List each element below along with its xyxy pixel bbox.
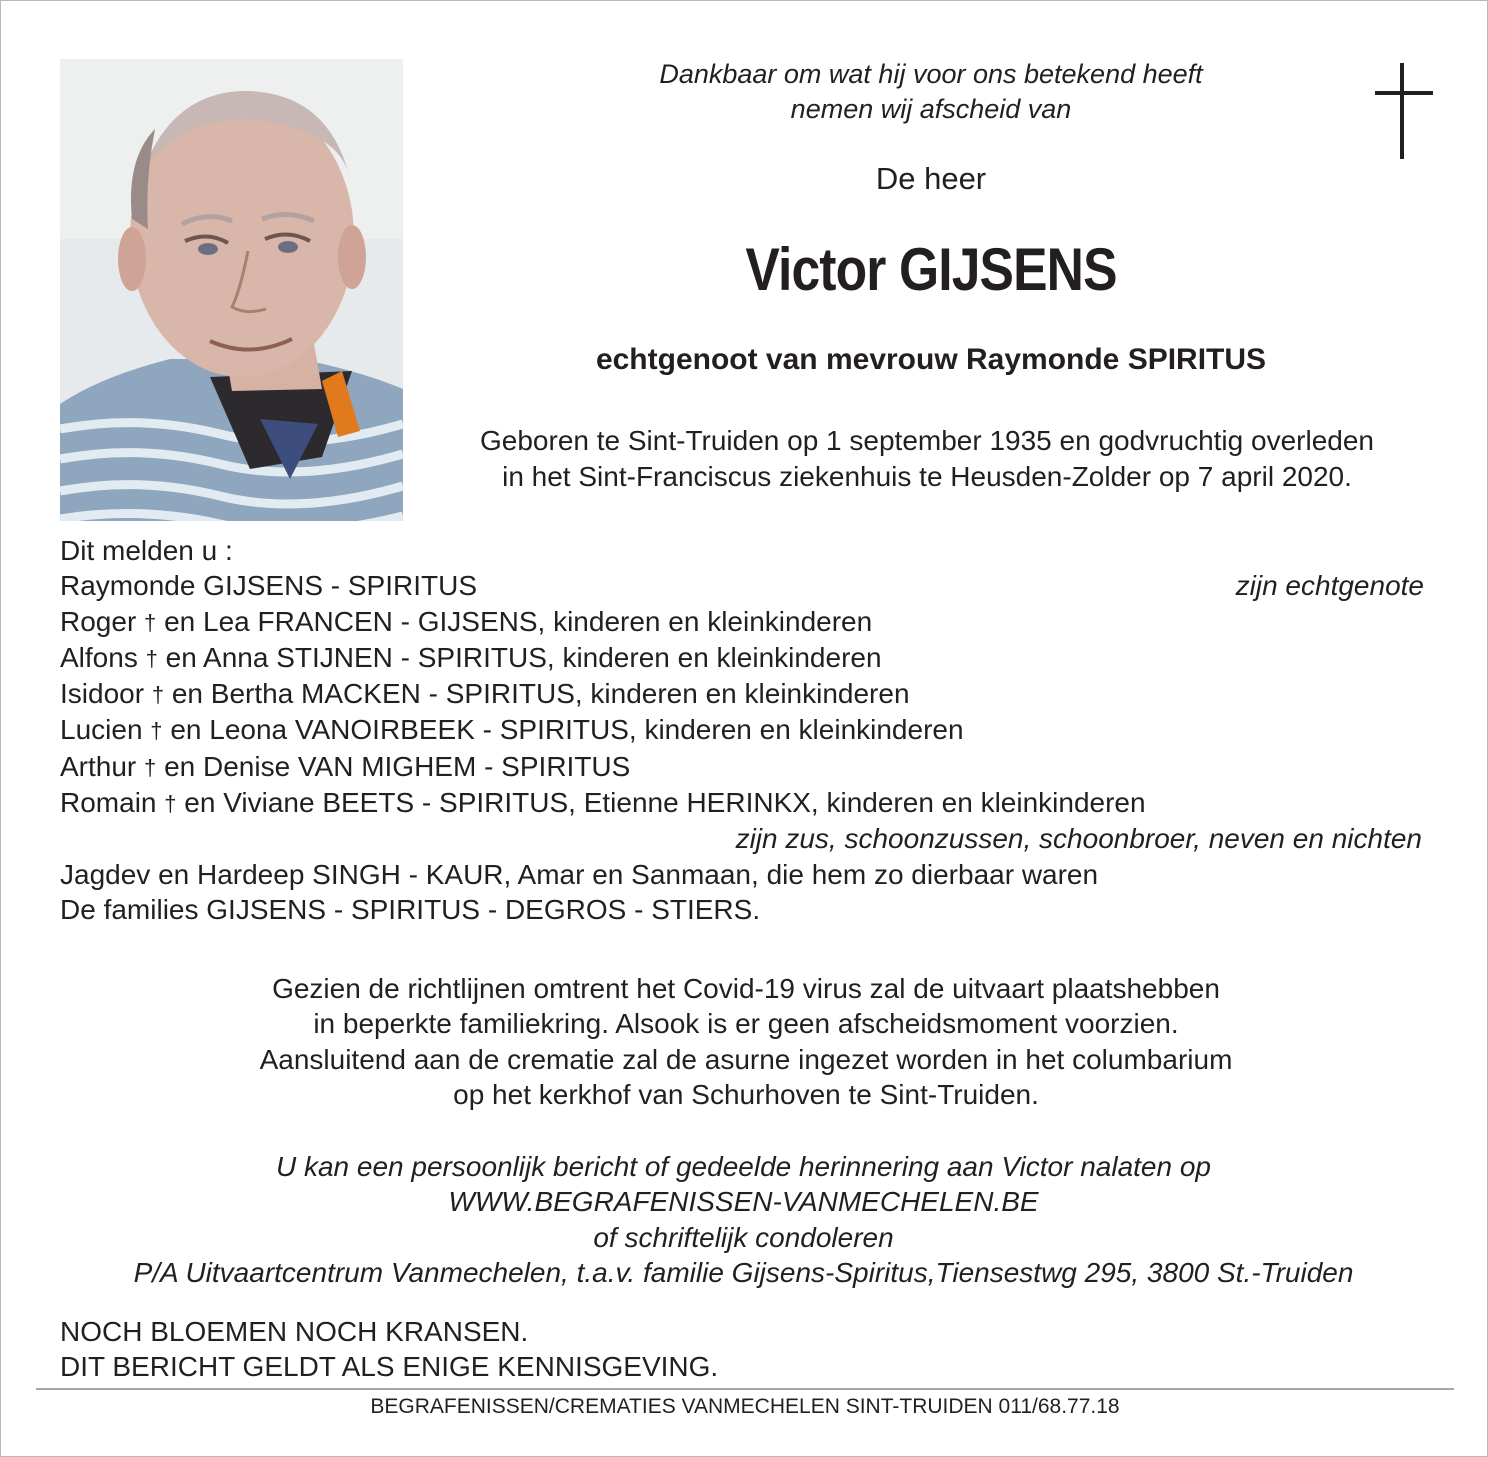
spouse-line: echtgenoot van mevrouw Raymonde SPIRITUS: [595, 343, 1267, 376]
sibling-first-name: Romain: [60, 787, 157, 819]
list-item: [60, 785, 1430, 821]
sibling-first-name: Isidoor: [60, 678, 145, 710]
intro-line: Dankbaar om wat hij voor ons betekend heeft: [659, 59, 1203, 89]
postal-address: P/A Uitvaartcentrum Vanmechelen, t.a.v. familie Gijsens-Spiritus,Tiensestwg 295, 3800 St.-Truiden: [133, 1256, 1354, 1288]
sibling-detail: en Anna STIJNEN - SPIRITUS, kinderen en kleinkinderen: [165, 641, 882, 673]
condolence-written: of schriftelijk condoleren: [593, 1221, 894, 1253]
covid-line: Aansluitend aan de crematie zal de asurne ingezet worden in het columbarium: [259, 1043, 1233, 1075]
families-line: De families GIJSENS - SPIRITUS - DEGROS - STIERS.: [60, 893, 761, 925]
deceased-name: Victor GIJSENS: [745, 236, 1117, 303]
dagger-icon: †: [144, 754, 157, 780]
spouse-role: zijn echtgenote: [1235, 570, 1424, 602]
sibling-first-name: Roger: [60, 605, 137, 637]
condolence-intro: U kan een persoonlijk bericht of gedeelde herinnering aan Victor nalaten op: [275, 1151, 1211, 1182]
mourners-list: [60, 533, 1430, 927]
closing-line: NOCH BLOEMEN NOCH KRANSEN.: [60, 1316, 529, 1347]
list-item: [60, 640, 1430, 676]
sibling-detail: en Lea FRANCEN - GIJSENS, kinderen en kleinkinderen: [164, 605, 873, 637]
list-item: [60, 676, 1430, 712]
list-item: [60, 712, 1430, 748]
list-item: [60, 749, 1430, 785]
portrait-photo: [60, 59, 403, 521]
siblings-role: zijn zus, schoonzussen, schoonbroer, neven en nichten: [735, 823, 1422, 855]
website-link[interactable]: WWW.BEGRAFENISSEN-VANMECHELEN.BE: [448, 1186, 1039, 1218]
divider: [36, 1388, 1454, 1390]
friends-line: Jagdev en Hardeep SINGH - KAUR, Amar en Sanmaan, die hem zo dierbaar waren: [60, 858, 1099, 890]
sibling-detail: en Bertha MACKEN - SPIRITUS, kinderen en kleinkinderen: [171, 678, 910, 710]
dagger-icon: †: [151, 682, 165, 708]
announced-by: Dit melden u :: [60, 535, 233, 566]
dagger-icon: †: [145, 645, 158, 671]
dagger-icon: †: [164, 791, 177, 817]
sibling-detail: en Leona VANOIRBEEK - SPIRITUS, kinderen en kleinkinderen: [170, 714, 964, 746]
closing-line: DIT BERICHT GELDT ALS ENIGE KENNISGEVING.: [60, 1351, 719, 1382]
intro-text: [431, 57, 1431, 127]
birth-line: Geboren te Sint-Truiden op 1 september 1935 en godvruchtig overleden: [480, 425, 1374, 456]
death-line: in het Sint-Franciscus ziekenhuis te Heusden-Zolder op 7 april 2020.: [502, 461, 1352, 492]
covid-line: Gezien de richtlijnen omtrent het Covid-19 virus zal de uitvaart plaatshebben: [272, 973, 1220, 1004]
dagger-icon: †: [150, 718, 163, 744]
birth-death-text: [421, 423, 1433, 495]
list-item: [60, 604, 1430, 640]
list-item: [60, 568, 1430, 603]
covid-notice: [61, 971, 1431, 1112]
sibling-first-name: Alfons: [60, 641, 138, 673]
funeral-home-footer: BEGRAFENISSEN/CREMATIES VANMECHELEN SINT-TRUIDEN 011/68.77.18: [370, 1395, 1120, 1418]
sibling-first-name: Lucien: [60, 714, 143, 746]
honorific: De heer: [875, 161, 987, 196]
spouse-name: Raymonde GIJSENS - SPIRITUS: [60, 570, 478, 602]
condolences-block: [41, 1149, 1446, 1290]
dagger-icon: †: [144, 609, 157, 635]
sibling-first-name: Arthur: [60, 750, 137, 782]
covid-line: op het kerkhof van Schurhoven te Sint-Truiden.: [453, 1078, 1039, 1110]
sibling-detail: en Viviane BEETS - SPIRITUS, Etienne HERINKX, kinderen en kleinkinderen: [184, 787, 1146, 819]
intro-line: nemen wij afscheid van: [790, 94, 1072, 124]
covid-line: in beperkte familiekring. Alsook is er geen afscheidsmoment voorzien.: [313, 1008, 1179, 1040]
closing-notice: [60, 1314, 718, 1384]
sibling-detail: en Denise VAN MIGHEM - SPIRITUS: [164, 750, 631, 782]
